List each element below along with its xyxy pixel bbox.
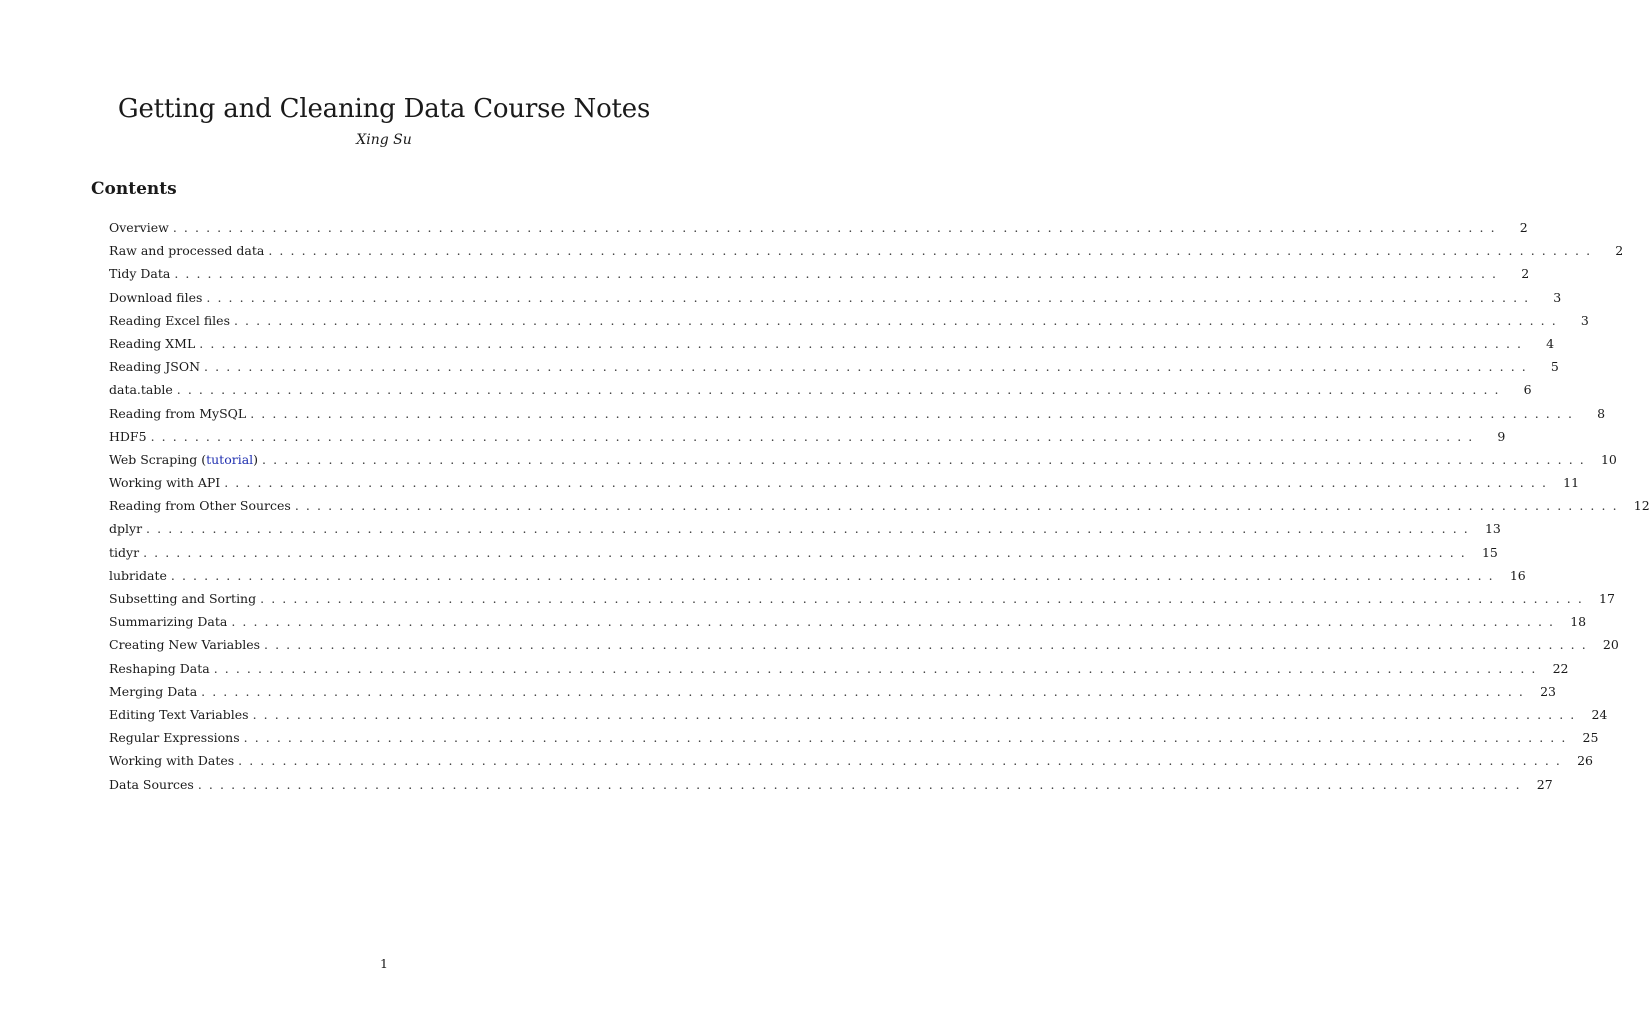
toc-leader-dots: ........................................................................................................................	[233, 312, 1563, 328]
toc-leader-dots: ........................................................................................................................	[294, 498, 1624, 514]
toc-entry-label: Data Sources	[109, 776, 194, 792]
toc-leader-dots: ........................................................................................................................	[146, 521, 1475, 537]
toc-entry-label: tidyr	[109, 544, 140, 560]
toc-entry[interactable]	[109, 355, 1559, 378]
toc-entry[interactable]	[109, 402, 1606, 425]
toc-entry-page: 12	[1633, 498, 1650, 514]
toc-entry-label: Reshaping Data	[109, 660, 210, 676]
toc-entry-page: 5	[1550, 359, 1559, 375]
toc-entry[interactable]	[109, 448, 1617, 471]
contents-heading: Contents	[91, 179, 177, 199]
toc-entry-label: Download files	[109, 289, 203, 305]
page-number: 1	[380, 956, 388, 971]
toc-entry-page: 20	[1602, 637, 1619, 653]
toc-entry-label: data.table	[109, 382, 173, 398]
toc-entry-page: 10	[1600, 451, 1617, 467]
toc-leader-dots: ........................................................................................................................	[264, 637, 1593, 653]
toc-entry[interactable]	[109, 262, 1530, 285]
toc-entry-page: 11	[1563, 475, 1580, 491]
toc-leader-dots: ........................................................................................................................	[231, 614, 1561, 630]
toc-entry[interactable]	[109, 378, 1532, 401]
toc-entry-label: lubridate	[109, 567, 167, 583]
toc-entry-page: 25	[1582, 730, 1599, 746]
toc-entry-page: 16	[1509, 567, 1526, 583]
toc-entry[interactable]	[109, 309, 1589, 332]
toc-entry[interactable]	[109, 749, 1593, 772]
toc-entry[interactable]	[109, 633, 1619, 656]
toc-leader-dots: ........................................................................................................................	[252, 706, 1582, 722]
toc-entry[interactable]	[109, 425, 1506, 448]
toc-leader-dots: ........................................................................................................................	[197, 776, 1527, 792]
toc-entry[interactable]	[109, 494, 1650, 517]
toc-entry-label: Raw and processed data	[109, 243, 265, 259]
toc-leader-dots: ........................................................................................................................	[268, 243, 1598, 259]
toc-entry-page: 17	[1599, 591, 1615, 606]
toc-entry-label: Summarizing Data	[109, 614, 228, 630]
toc-entry-label: Reading Excel files	[109, 312, 230, 328]
toc-entry-page: 26	[1577, 753, 1593, 769]
toc-leader-dots: ........................................................................................................................	[170, 567, 1500, 583]
toc-entry[interactable]	[109, 517, 1501, 540]
toc-entry[interactable]	[109, 587, 1615, 610]
toc-leader-dots: ........................................................................................................................	[238, 753, 1567, 769]
toc-leader-dots: ........................................................................................................................	[174, 266, 1504, 282]
author-name: Xing Su	[356, 132, 412, 148]
toc-entry[interactable]	[109, 610, 1587, 633]
toc-entry-page: 18	[1570, 614, 1587, 630]
document-title: Getting and Cleaning Data Course Notes	[117, 94, 651, 124]
toc-entry-page: 8	[1597, 405, 1606, 421]
toc-entry-page: 9	[1497, 428, 1506, 444]
toc-entry[interactable]	[109, 471, 1580, 494]
table-of-contents	[109, 216, 1650, 796]
toc-entry-label: Regular Expressions	[109, 730, 240, 746]
toc-leader-dots: ........................................................................................................................	[143, 544, 1472, 560]
toc-entry-page: 27	[1536, 776, 1553, 792]
toc-leader-dots: ........................................................................................................................	[201, 683, 1530, 699]
toc-entry-label: Creating New Variables	[109, 637, 261, 653]
toc-entry-page: 3	[1553, 289, 1562, 305]
toc-leader-dots: ........................................................................................................................	[176, 382, 1506, 398]
toc-entry-label: Reading JSON	[109, 359, 201, 375]
toc-entry-page: 24	[1591, 706, 1608, 722]
toc-entry-page: 22	[1552, 660, 1569, 676]
tutorial-link[interactable]: tutorial	[206, 451, 254, 467]
toc-entry-page: 3	[1580, 312, 1589, 328]
toc-entry[interactable]	[109, 703, 1608, 726]
toc-entry-label: Overview	[109, 220, 169, 235]
toc-entry-label: Tidy Data	[109, 266, 171, 282]
toc-leader-dots: ........................................................................................................................	[172, 220, 1502, 235]
toc-entry-label: HDF5	[109, 428, 147, 444]
toc-entry-label: Reading from MySQL	[109, 405, 247, 421]
toc-entry-label: Web Scraping (tutorial)	[109, 451, 259, 467]
toc-entry[interactable]	[109, 332, 1555, 355]
toc-leader-dots: ........................................................................................................................	[213, 660, 1543, 676]
toc-entry[interactable]	[109, 726, 1599, 749]
toc-entry-page: 2	[1521, 266, 1530, 282]
toc-entry[interactable]	[109, 216, 1528, 239]
toc-leader-dots: ........................................................................................................................	[262, 451, 1591, 467]
toc-entry-label-text: Web Scraping	[109, 451, 198, 467]
toc-entry-label: Reading XML	[109, 335, 196, 351]
toc-entry-label: Working with Dates	[109, 753, 235, 769]
toc-entry-label: Merging Data	[109, 683, 198, 699]
toc-entry[interactable]	[109, 773, 1553, 796]
toc-leader-dots: ........................................................................................................................	[150, 428, 1480, 444]
toc-leader-dots: ........................................................................................................................	[250, 405, 1580, 421]
toc-leader-dots: ........................................................................................................................	[199, 335, 1529, 351]
toc-entry-page: 23	[1540, 683, 1556, 699]
toc-entry-page: 15	[1481, 544, 1498, 560]
toc-leader-dots: ........................................................................................................................	[260, 591, 1589, 606]
toc-entry-page: 4	[1546, 335, 1555, 351]
toc-entry-label: Editing Text Variables	[109, 706, 249, 722]
toc-entry-page: 6	[1523, 382, 1532, 398]
toc-leader-dots: ........................................................................................................................	[206, 289, 1536, 305]
toc-entry[interactable]	[109, 564, 1526, 587]
toc-entry[interactable]	[109, 657, 1569, 680]
toc-entry[interactable]	[109, 286, 1562, 309]
toc-entry[interactable]	[109, 680, 1556, 703]
toc-entry-page: 13	[1484, 521, 1501, 537]
toc-entry-label: Reading from Other Sources	[109, 498, 291, 514]
toc-leader-dots: ........................................................................................................................	[224, 475, 1554, 491]
toc-entry[interactable]	[109, 239, 1624, 262]
toc-entry-page: 2	[1519, 220, 1528, 235]
toc-leader-dots: ........................................................................................................................	[204, 359, 1533, 375]
toc-leader-dots: ........................................................................................................................	[243, 730, 1573, 746]
toc-entry-label: dplyr	[109, 521, 143, 537]
toc-entry-label: Subsetting and Sorting	[109, 591, 257, 606]
toc-entry-page: 2	[1615, 243, 1624, 259]
toc-entry-label: Working with API	[109, 475, 221, 491]
toc-entry[interactable]	[109, 541, 1498, 564]
